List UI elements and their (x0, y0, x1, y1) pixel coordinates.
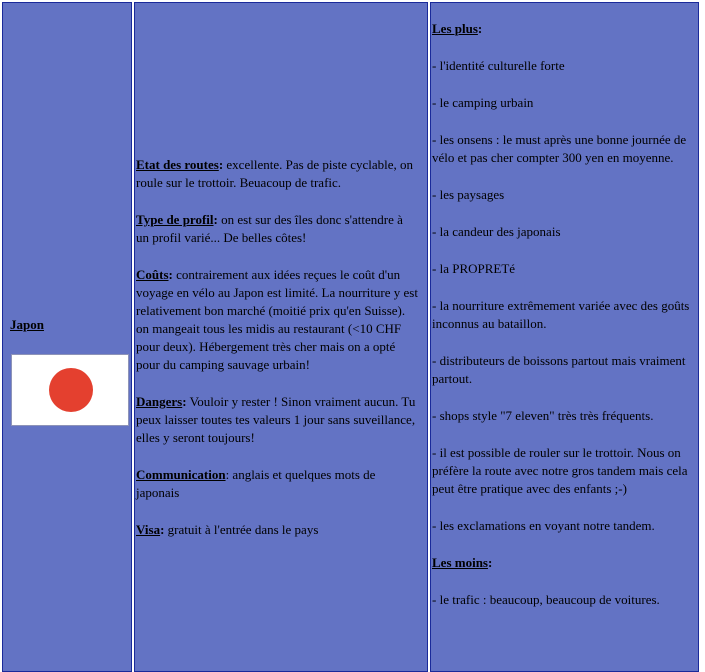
info-text: contrairement aux idées reçues le coût d'un voyage en vélo au Japon est limité. La nourriture y est relativement bon marché (moitié prix qu'en Suisse). on mangeait tous les midis au restaurant (<10 CHF pour deux). Hébergement très cher mais on a opté pour du camping sauvage urbain! (136, 267, 418, 372)
cons-heading: Les moins: (432, 555, 493, 570)
pros-item: - les exclamations en voyant notre tandem. (432, 518, 655, 533)
pros-item: - la nourriture extrêmement variée avec des goûts inconnus au bataillon. (432, 298, 690, 331)
pros-item: - le camping urbain (432, 95, 534, 110)
info-label: Visa (136, 522, 161, 537)
pros-item: - shops style "7 eleven" très très fréquents. (432, 408, 654, 423)
pros-item: - il est possible de rouler sur le trottoir. Nous on préfère la route avec notre gros tandem mais cela peut être pratique avec des enfants ;-) (432, 445, 688, 496)
country-cell (2, 2, 132, 672)
info-dangers: Dangers: Vouloir y rester ! Sinon vraiment aucun. Tu peux laisser toutes tes valeurs 1 jour sans suveillance, elles y seront toujours! (136, 394, 416, 445)
info-label: Dangers (136, 394, 183, 409)
flag-red-disc (49, 368, 93, 412)
pros-cons-cell (430, 2, 699, 672)
info-text: excellente. Pas de piste cyclable, on roule sur le trottoir. Beuacoup de trafic. (136, 157, 414, 190)
info-label: Etat des routes (136, 157, 219, 172)
pros-item: - les paysages (432, 187, 505, 202)
info-label: Coûts (136, 267, 169, 282)
pros-cons-list (432, 20, 696, 628)
japan-flag-image (11, 354, 129, 426)
info-text: gratuit à l'entrée dans le pays (164, 522, 319, 537)
info-text: Vouloir y rester ! Sinon vraiment aucun. Tu peux laisser toutes tes valeurs 1 jour sans suveillance, elles y seront toujours! (136, 394, 416, 445)
info-label: Communication (136, 467, 226, 482)
info-text: : anglais et quelques mots de japonais (136, 467, 376, 500)
info-text: on est sur des îles donc s'attendre à un profil varié... De belles côtes! (136, 212, 403, 245)
pros-item: - distributeurs de boissons partout mais vraiment partout. (432, 353, 686, 386)
info-label: Type de profil (136, 212, 214, 227)
info-roads: Etat des routes: excellente. Pas de piste cyclable, on roule sur le trottoir. Beuacoup de trafic. (136, 157, 414, 190)
info-communication (136, 466, 419, 502)
pros-item: - les onsens : le must après une bonne journée de vélo et pas cher compter 300 yen en moyenne. (432, 132, 687, 165)
info-profile: Type de profil: on est sur des îles donc s'attendre à un profil varié... De belles côtes! (136, 212, 403, 245)
cons-item: - le trafic : beaucoup, beaucoup de voitures. (432, 592, 660, 607)
pros-item: - l'identité culturelle forte (432, 58, 565, 73)
info-visa: Visa: gratuit à l'entrée dans le pays (136, 522, 319, 537)
pros-item: - la PROPRETé (432, 261, 516, 276)
info-costs: Coûts: contrairement aux idées reçues le coût d'un voyage en vélo au Japon est limité. La nourriture y est relativement bon marché (moitié prix qu'en Suisse). on mangeait tous les midis au restaurant (<10 CHF pour deux). Hébergement très cher mais on a opté pour du camping sauvage urbain! (136, 267, 418, 372)
info-list (136, 156, 419, 558)
country-name: Japon (10, 317, 44, 332)
pros-heading: Les plus: (432, 21, 483, 36)
info-cell (134, 2, 428, 672)
pros-item: - la candeur des japonais (432, 224, 561, 239)
